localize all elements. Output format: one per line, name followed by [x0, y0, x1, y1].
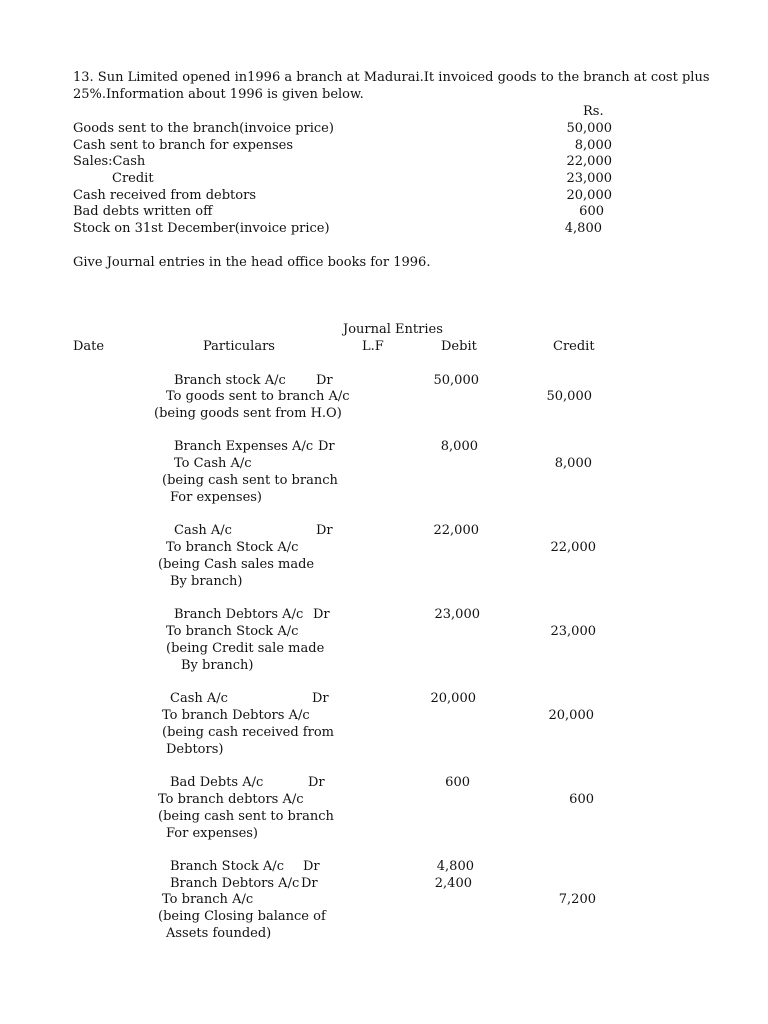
credit-account: To goods sent to branch A/c: [166, 389, 350, 404]
header-lf: L.F: [362, 339, 384, 354]
credit-amount: 23,000: [550, 624, 596, 639]
item-label: Sales:Cash: [73, 154, 146, 169]
debit-amount: 23,000: [434, 607, 480, 622]
dr-marker: Dr: [316, 373, 333, 388]
debit-account: Branch Debtors A/c: [174, 607, 304, 622]
credit-amount: 20,000: [548, 708, 594, 723]
item-label: Bad debts written off: [73, 204, 213, 219]
dr-marker: Dr: [316, 523, 333, 538]
credit-amount: 22,000: [550, 540, 596, 555]
dr-marker: Dr: [312, 691, 329, 706]
question-line-1: 13. Sun Limited opened in1996 a branch at Madurai.It invoiced goods to the branch at cost plus: [73, 70, 710, 85]
item-value: 4,800: [564, 221, 602, 236]
journal-title: Journal Entries: [343, 322, 443, 337]
item-value: 20,000: [566, 188, 612, 203]
narration: (being Closing balance of: [158, 909, 326, 924]
debit-amount: 22,000: [433, 523, 479, 538]
narration: (being cash sent to branch: [162, 473, 338, 488]
debit-amount: 20,000: [430, 691, 476, 706]
narration: Debtors): [166, 742, 224, 757]
narration: (being cash received from: [162, 725, 334, 740]
currency-header: Rs.: [583, 104, 604, 119]
header-debit: Debit: [441, 339, 477, 354]
dr-marker: Dr: [313, 607, 330, 622]
item-value: 8,000: [574, 138, 612, 153]
narration: (being Credit sale made: [166, 641, 325, 656]
credit-account: To branch A/c: [162, 892, 254, 907]
header-particulars: Particulars: [203, 339, 275, 354]
credit-amount: 50,000: [546, 389, 592, 404]
item-label: Credit: [112, 171, 154, 186]
dr-marker: Dr: [301, 876, 318, 891]
item-label: Cash received from debtors: [73, 188, 256, 203]
narration: By branch): [170, 574, 243, 589]
header-date: Date: [73, 339, 105, 354]
debit-account: Cash A/c: [174, 523, 232, 538]
debit-amount: 50,000: [433, 373, 479, 388]
item-label: Goods sent to the branch(invoice price): [73, 121, 334, 136]
header-credit: Credit: [553, 339, 595, 354]
debit-account: Cash A/c: [170, 691, 228, 706]
debit-amount: 600: [445, 775, 470, 790]
item-value: 22,000: [566, 154, 612, 169]
debit-account: Branch Debtors A/c: [170, 876, 300, 891]
debit-account: Branch Stock A/c: [170, 859, 284, 874]
credit-account: To branch Debtors A/c: [162, 708, 310, 723]
credit-amount: 8,000: [554, 456, 592, 471]
narration: (being goods sent from H.O): [154, 406, 342, 421]
narration: By branch): [181, 658, 254, 673]
item-value: 23,000: [566, 171, 612, 186]
credit-account: To branch Stock A/c: [166, 624, 299, 639]
credit-amount: 600: [569, 792, 594, 807]
dr-marker: Dr: [303, 859, 320, 874]
dr-marker: Dr: [308, 775, 325, 790]
debit-amount: 2,400: [434, 876, 472, 891]
item-value: 50,000: [566, 121, 612, 136]
debit-account: Bad Debts A/c: [170, 775, 264, 790]
instruction: Give Journal entries in the head office books for 1996.: [73, 255, 431, 270]
narration: (being cash sent to branch: [158, 809, 334, 824]
credit-amount: 7,200: [558, 892, 596, 907]
question-line-2: 25%.Information about 1996 is given below.: [73, 87, 364, 102]
debit-amount: 8,000: [440, 439, 478, 454]
debit-amount: 4,800: [436, 859, 474, 874]
debit-account: Branch Expenses A/c: [174, 439, 314, 454]
credit-account: To Cash A/c: [174, 456, 252, 471]
dr-marker: Dr: [318, 439, 335, 454]
credit-account: To branch Stock A/c: [166, 540, 299, 555]
item-label: Stock on 31st December(invoice price): [73, 221, 330, 236]
item-value: 600: [579, 204, 604, 219]
narration: (being Cash sales made: [158, 557, 315, 572]
item-label: Cash sent to branch for expenses: [73, 138, 294, 153]
narration: For expenses): [170, 490, 263, 505]
narration: Assets founded): [166, 926, 272, 941]
narration: For expenses): [166, 826, 259, 841]
credit-account: To branch debtors A/c: [158, 792, 304, 807]
debit-account: Branch stock A/c: [174, 373, 286, 388]
